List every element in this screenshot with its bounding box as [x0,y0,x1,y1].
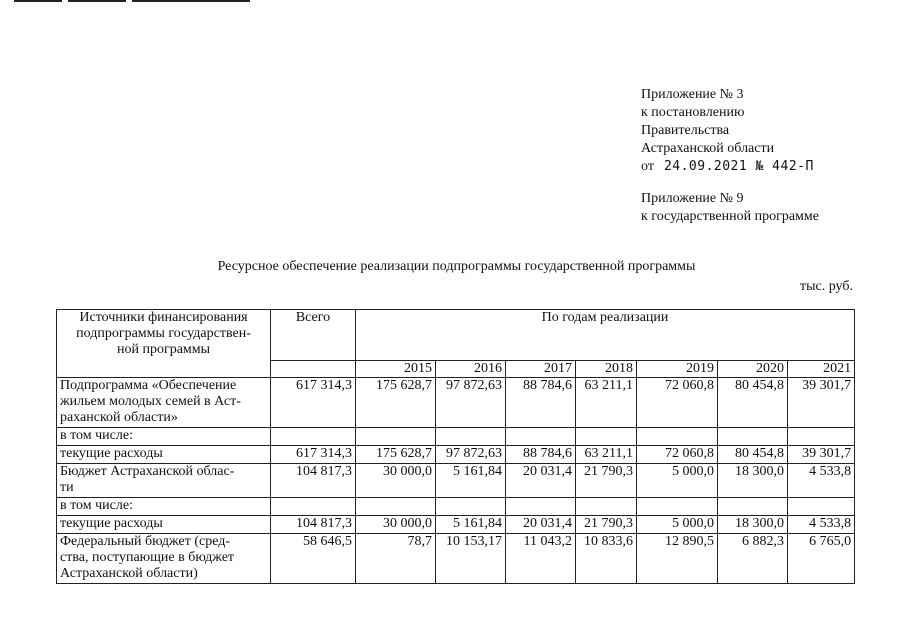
top-rule-segment [14,0,62,2]
cell-2020 [718,498,788,516]
row-label: в том числе: [57,498,271,516]
table-row [57,446,855,464]
cell-2015: 78,7 [356,534,436,584]
appendix-number: Приложение № 3 [641,87,744,102]
cell-2018: 63 211,1 [576,446,637,464]
cell-2019: 5 000,0 [637,516,718,534]
cell-2015: 30 000,0 [356,464,436,498]
cell-2016: 97 872,63 [436,446,506,464]
row-label-line: Федеральный бюджет (сред- [60,534,231,549]
cell-2016 [436,498,506,516]
cell-2018: 63 211,1 [576,378,637,428]
table-row [57,534,855,584]
row-label-line: ства, поступающие в бюджет [60,550,235,565]
cell-2017 [506,428,576,446]
cell-2018: 21 790,3 [576,464,637,498]
cell-2019: 5 000,0 [637,464,718,498]
table-row [57,464,855,498]
cell-2017: 20 031,4 [506,516,576,534]
decree-value: 24.09.2021 № 442-П [663,159,814,174]
cell-2015: 175 628,7 [356,378,436,428]
appendix-block-top [641,86,814,176]
row-label [57,534,271,584]
table-body [57,310,855,584]
header-source-line: ной программы [116,342,211,357]
row-label: текущие расходы [57,516,271,534]
row-label: в том числе: [57,428,271,446]
cell-2016 [436,428,506,446]
cell-2021 [788,498,855,516]
cell-2020: 6 882,3 [718,534,788,584]
header-year: 2016 [436,361,506,378]
header-total-empty [271,361,356,378]
cell-2020: 80 454,8 [718,378,788,428]
cell-2015: 30 000,0 [356,516,436,534]
cell-total: 617 314,3 [271,446,356,464]
cell-2015 [356,428,436,446]
cell-2020 [718,428,788,446]
cell-2019 [637,498,718,516]
appendix-to-decree: к постановлению [641,105,745,120]
document-title-text: Ресурсное обеспечение реализации подпрограммы государственной программы [217,259,696,274]
cell-2018: 10 833,6 [576,534,637,584]
cell-2021 [788,428,855,446]
header-year: 2017 [506,361,576,378]
row-label-line: жильем молодых семей в Аст- [60,394,241,409]
header-source-cell [57,310,271,378]
financing-table [56,309,855,584]
cell-2021: 39 301,7 [788,378,855,428]
row-label [57,378,271,428]
cell-total: 104 817,3 [271,516,356,534]
header-total: Всего [271,310,356,361]
document-title [0,259,905,275]
header-year: 2019 [637,361,718,378]
appendix-block-second [641,190,819,226]
cell-total [271,428,356,446]
cell-2021: 39 301,7 [788,446,855,464]
row-label-line: раханской области» [60,410,178,425]
cell-2019: 72 060,8 [637,378,718,428]
cell-2017: 88 784,6 [506,378,576,428]
cell-2018: 21 790,3 [576,516,637,534]
cell-2016: 10 153,17 [436,534,506,584]
cell-total: 104 817,3 [271,464,356,498]
row-label-line: Астраханской области) [60,566,198,581]
appendix-number-second: Приложение № 9 [641,191,744,206]
top-rule-segment [68,0,126,2]
cell-2016: 5 161,84 [436,516,506,534]
cell-2015 [356,498,436,516]
table-row [57,428,855,446]
cell-total [271,498,356,516]
top-rule-segment [132,0,250,2]
appendix-to-program: к государственной программе [641,209,819,224]
decree-label: от [641,159,654,174]
unit-label: тыс. руб. [800,279,853,294]
header-year: 2020 [718,361,788,378]
cell-2019 [637,428,718,446]
cell-2020: 18 300,0 [718,516,788,534]
header-source-line: подпрограммы государствен- [76,326,251,341]
cell-2016: 97 872,63 [436,378,506,428]
cell-2018 [576,498,637,516]
cell-2020: 18 300,0 [718,464,788,498]
appendix-government: Правительства [641,123,730,138]
cell-2021: 6 765,0 [788,534,855,584]
cell-total: 58 646,5 [271,534,356,584]
cell-2017: 11 043,2 [506,534,576,584]
header-source-line: Источники финансирования [79,310,248,325]
cell-2016: 5 161,84 [436,464,506,498]
cell-2015: 175 628,7 [356,446,436,464]
row-label: текущие расходы [57,446,271,464]
header-year: 2021 [788,361,855,378]
cell-2021: 4 533,8 [788,516,855,534]
table-row [57,378,855,428]
cell-2021: 4 533,8 [788,464,855,498]
header-by-years: По годам реализации [356,310,855,361]
row-label-line: Подпрограмма «Обеспечение [60,378,237,393]
cell-2017: 88 784,6 [506,446,576,464]
appendix-region: Астраханской области [641,141,775,156]
cell-total: 617 314,3 [271,378,356,428]
cell-2017: 20 031,4 [506,464,576,498]
header-year: 2018 [576,361,637,378]
table-row [57,516,855,534]
row-label-line: ти [60,480,74,495]
cell-2020: 80 454,8 [718,446,788,464]
row-label [57,464,271,498]
header-row [57,310,855,361]
cell-2018 [576,428,637,446]
cell-2017 [506,498,576,516]
decree-reference [641,158,814,176]
header-year: 2015 [356,361,436,378]
table-row [57,498,855,516]
row-label-line: Бюджет Астраханской облас- [60,464,235,479]
cell-2019: 12 890,5 [637,534,718,584]
cell-2019: 72 060,8 [637,446,718,464]
